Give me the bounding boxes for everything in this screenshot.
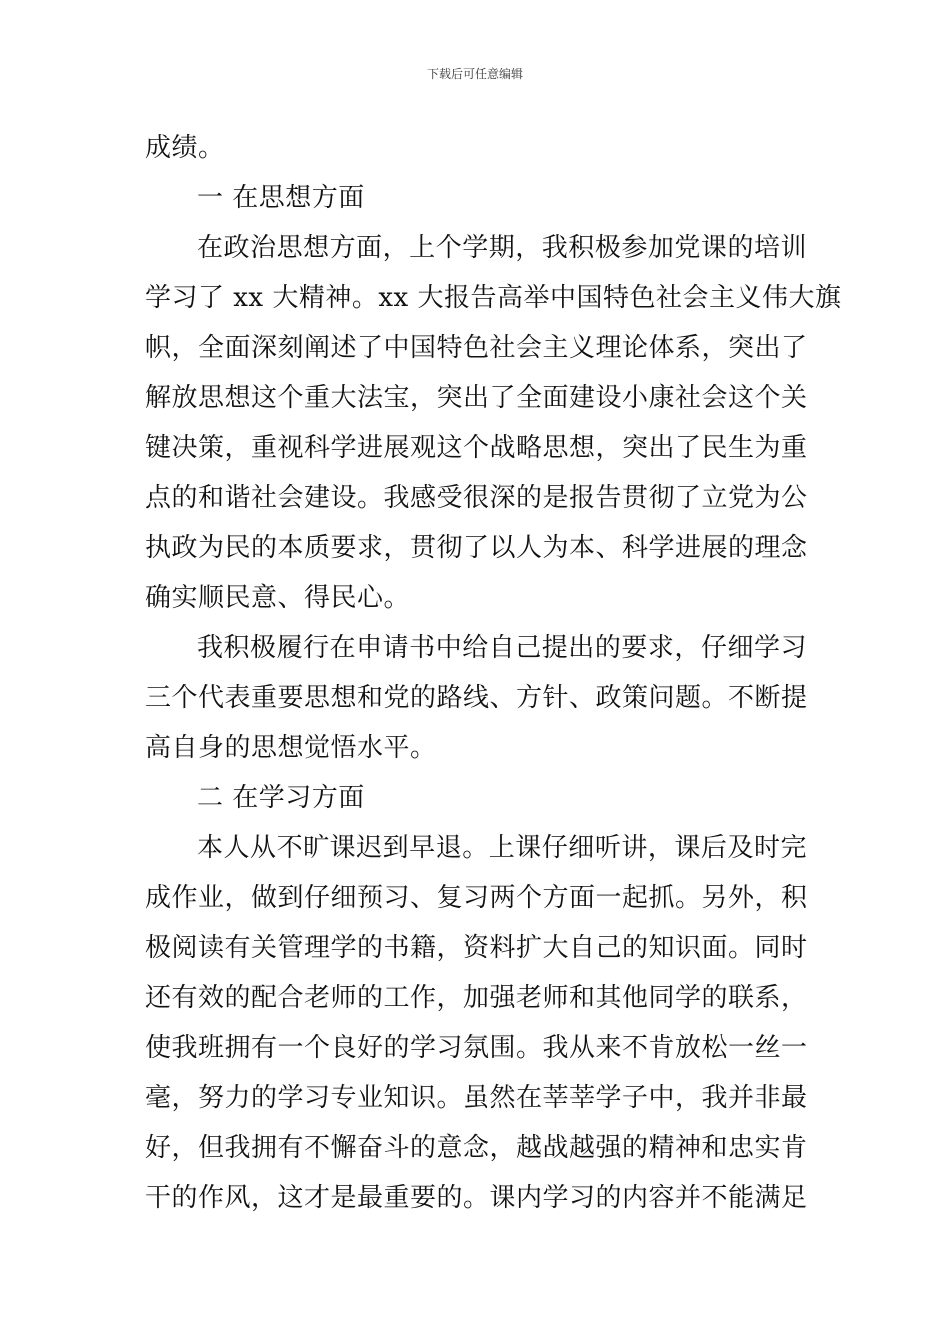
paragraph-line-end: 一 在思想方面 (197, 183, 365, 213)
paragraph-line: 在政治思想方面，上个学期，我积极参加党课的培训 (197, 233, 807, 263)
paragraph-line-end: 二 在学习方面 (197, 783, 365, 813)
paragraph-line: 毫，努力的学习专业知识。虽然在莘莘学子中，我并非最 (145, 1083, 808, 1113)
paragraph-line: 学习了 xx 大精神。xx 大报告高举中国特色社会主义伟大旗 (145, 283, 842, 313)
document-body (145, 123, 842, 1223)
paragraph-line: 帜，全面深刻阐述了中国特色社会主义理论体系，突出了 (145, 333, 808, 363)
paragraph-line: 干的作风，这才是最重要的。课内学习的内容并不能满足 (145, 1183, 808, 1213)
paragraph-line: 点的和谐社会建设。我感受很深的是报告贯彻了立党为公 (145, 483, 808, 513)
paragraph-line: 执政为民的本质要求，贯彻了以人为本、科学进展的理念 (145, 533, 808, 563)
paragraph-line: 好，但我拥有不懈奋斗的意念，越战越强的精神和忠实肯 (145, 1133, 808, 1163)
paragraph-line: 本人从不旷课迟到早退。上课仔细听讲，课后及时完 (197, 833, 807, 863)
paragraph-line: 还有效的配合老师的工作，加强老师和其他同学的联系， (145, 983, 808, 1013)
paragraph-line: 三个代表重要思想和党的路线、方针、政策问题。不断提 (145, 683, 808, 713)
paragraph-line: 使我班拥有一个良好的学习氛围。我从来不肯放松一丝一 (145, 1033, 808, 1063)
paragraph-line-end: 高自身的思想觉悟水平。 (145, 733, 437, 763)
paragraph-line: 极阅读有关管理学的书籍，资料扩大自己的知识面。同时 (145, 933, 808, 963)
paragraph-line-end: 成绩。 (145, 133, 225, 163)
paragraph-line: 成作业，做到仔细预习、复习两个方面一起抓。另外，积 (145, 883, 808, 913)
paragraph-line: 我积极履行在申请书中给自己提出的要求，仔细学习 (197, 633, 807, 663)
paragraph-line-end: 确实顺民意、得民心。 (145, 583, 411, 613)
paragraph-line: 解放思想这个重大法宝，突出了全面建设小康社会这个关 (145, 383, 808, 413)
page-header: 下载后可任意编辑 (426, 67, 523, 81)
paragraph-line: 键决策，重视科学进展观这个战略思想，突出了民生为重 (145, 433, 808, 463)
